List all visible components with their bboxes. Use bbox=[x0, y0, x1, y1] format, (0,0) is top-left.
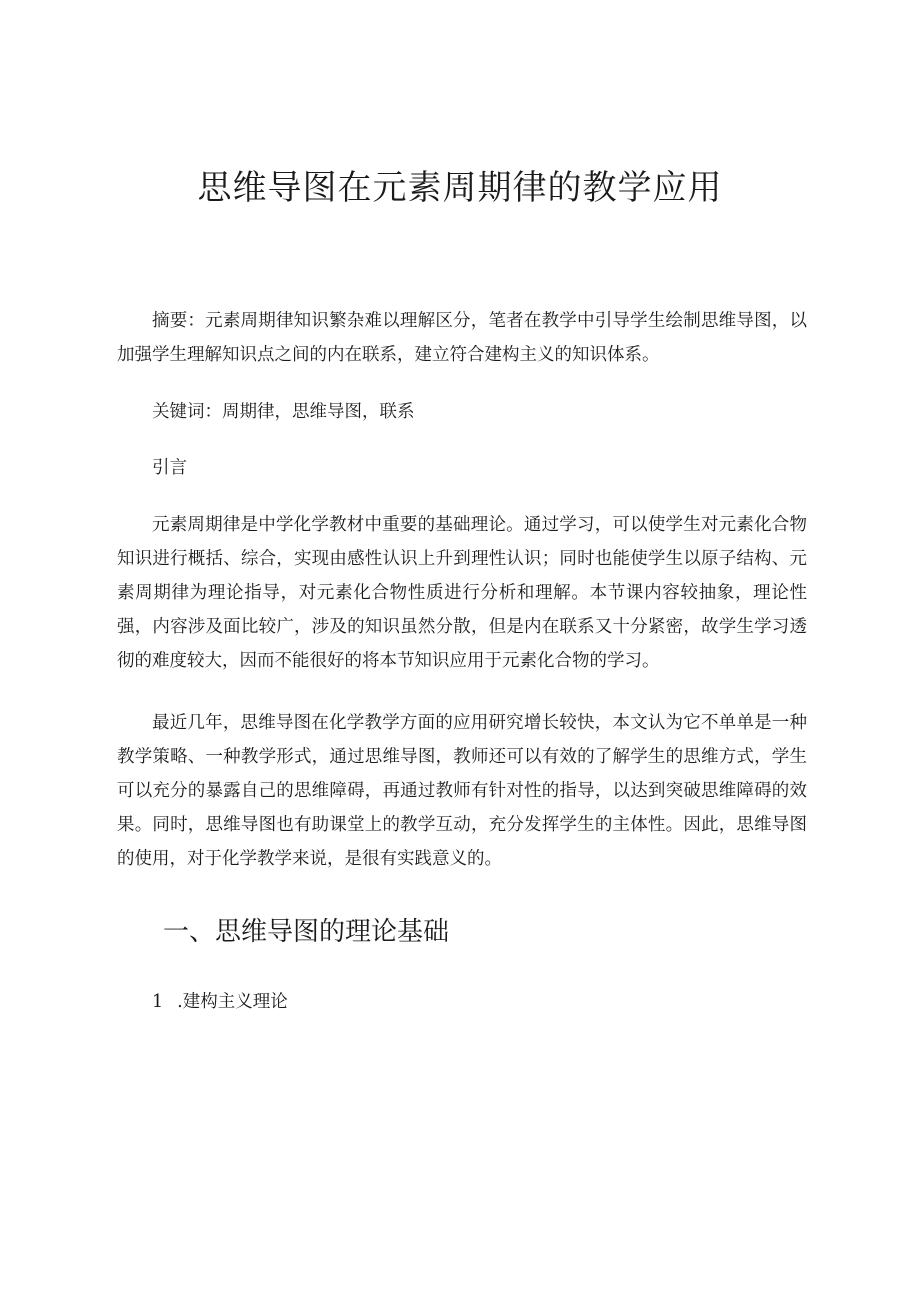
subsection-heading bbox=[152, 986, 288, 1018]
body-paragraph: 元素周期律是中学化学教材中重要的基础理论。通过学习，可以使学生对元素化合物知识进行概括、综合，实现由感性认识上升到理性认识；同时也能使学生以原子结构、元素周期律为理论指导，对元素化合物性质进行分析和理解。本节课内容较抽象，理论性强，内容涉及面比较广，涉及的知识虽然分散，但是内在联系又十分紧密，故学生学习透彻的难度较大，因而不能很好的将本节知识应用于元素化合物的学习。 bbox=[117, 515, 807, 671]
subsection-label: .建构主义理论 bbox=[177, 992, 288, 1012]
introduction-label: 引言 bbox=[152, 458, 187, 478]
body-paragraph: 最近几年，思维导图在化学教学方面的应用研究增长较快，本文认为它不单单是一种教学策略、一种教学形式，通过思维导图，教师还可以有效的了解学生的思维方式，学生可以充分的暴露自己的思维障碍，再通过教师有针对性的指导，以达到突破思维障碍的效果。同时，思维导图也有助课堂上的教学互动，充分发挥学生的主体性。因此，思维导图的使用，对于化学教学来说，是很有实践意义的。 bbox=[117, 713, 807, 869]
section-heading: 一、思维导图的理论基础 bbox=[163, 917, 450, 947]
abstract-paragraph: 摘要：元素周期律知识繁杂难以理解区分，笔者在教学中引导学生绘制思维导图，以加强学生理解知识点之间的内在联系，建立符合建构主义的知识体系。 bbox=[117, 311, 807, 365]
document-title: 思维导图在元素周期律的教学应用 bbox=[197, 168, 723, 208]
subsection-number: 1 bbox=[152, 992, 164, 1012]
keywords-line: 关键词：周期律，思维导图，联系 bbox=[152, 402, 415, 422]
